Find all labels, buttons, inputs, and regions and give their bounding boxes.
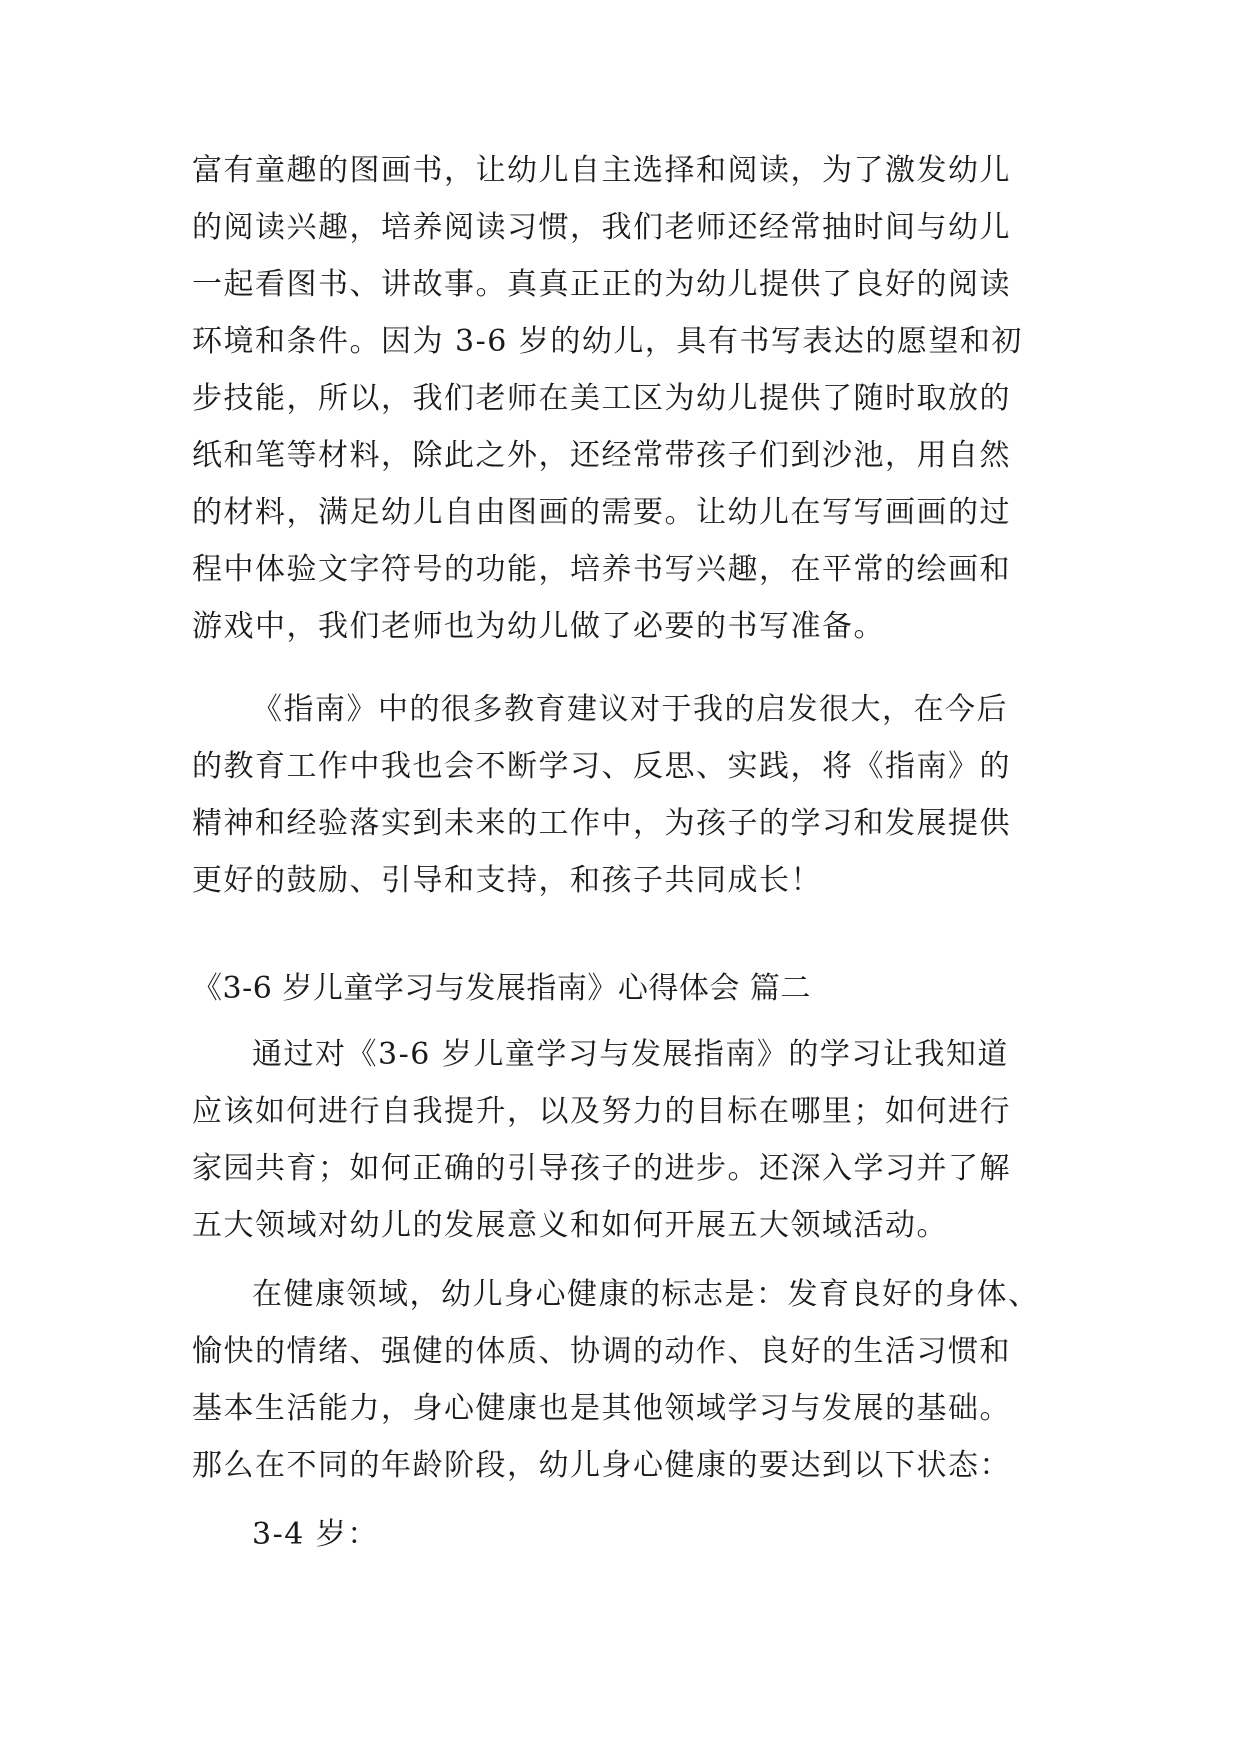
paragraph-line: 更好的鼓励、引导和支持，和孩子共同成长！	[192, 863, 822, 898]
paragraph-line: 程中体验文字符号的功能，培养书写兴趣，在平常的绘画和	[192, 552, 1011, 587]
paragraph-line: 步技能，所以，我们老师在美工区为幼儿提供了随时取放的	[192, 381, 1011, 416]
age-label: 3-4 岁：	[252, 1517, 379, 1552]
paragraph-line: 纸和笔等材料，除此之外，还经常带孩子们到沙池，用自然	[192, 438, 1011, 473]
paragraph-line: 家园共育；如何正确的引导孩子的进步。还深入学习并了解	[192, 1151, 1011, 1186]
paragraph-line: 在健康领域，幼儿身心健康的标志是：发育良好的身体、	[252, 1277, 1040, 1312]
paragraph-line: 基本生活能力，身心健康也是其他领域学习与发展的基础。	[192, 1391, 1011, 1426]
paragraph-line: 富有童趣的图画书，让幼儿自主选择和阅读，为了激发幼儿	[192, 153, 1011, 188]
paragraph-line: 通过对《3-6 岁儿童学习与发展指南》的学习让我知道	[252, 1037, 1009, 1072]
section-heading: 《3-6 岁儿童学习与发展指南》心得体会 篇二	[192, 971, 811, 1006]
paragraph-line: 愉快的情绪、强健的体质、协调的动作、良好的生活习惯和	[192, 1334, 1011, 1369]
paragraph-line: 一起看图书、讲故事。真真正正的为幼儿提供了良好的阅读	[192, 267, 1011, 302]
paragraph-line: 游戏中，我们老师也为幼儿做了必要的书写准备。	[192, 609, 885, 644]
paragraph-line: 那么在不同的年龄阶段，幼儿身心健康的要达到以下状态：	[192, 1448, 1011, 1483]
paragraph-line: 的材料，满足幼儿自由图画的需要。让幼儿在写写画画的过	[192, 495, 1011, 530]
paragraph-line: 的教育工作中我也会不断学习、反思、实践，将《指南》的	[192, 749, 1011, 784]
paragraph-line: 环境和条件。因为 3-6 岁的幼儿，具有书写表达的愿望和初	[192, 324, 1023, 359]
paragraph-line: 五大领域对幼儿的发展意义和如何开展五大领域活动。	[192, 1208, 948, 1243]
paragraph-line: 的阅读兴趣，培养阅读习惯，我们老师还经常抽时间与幼儿	[192, 210, 1011, 245]
paragraph-line: 《指南》中的很多教育建议对于我的启发很大，在今后	[252, 692, 1008, 727]
paragraph-line: 应该如何进行自我提升，以及努力的目标在哪里；如何进行	[192, 1094, 1011, 1129]
paragraph-line: 精神和经验落实到未来的工作中，为孩子的学习和发展提供	[192, 806, 1011, 841]
